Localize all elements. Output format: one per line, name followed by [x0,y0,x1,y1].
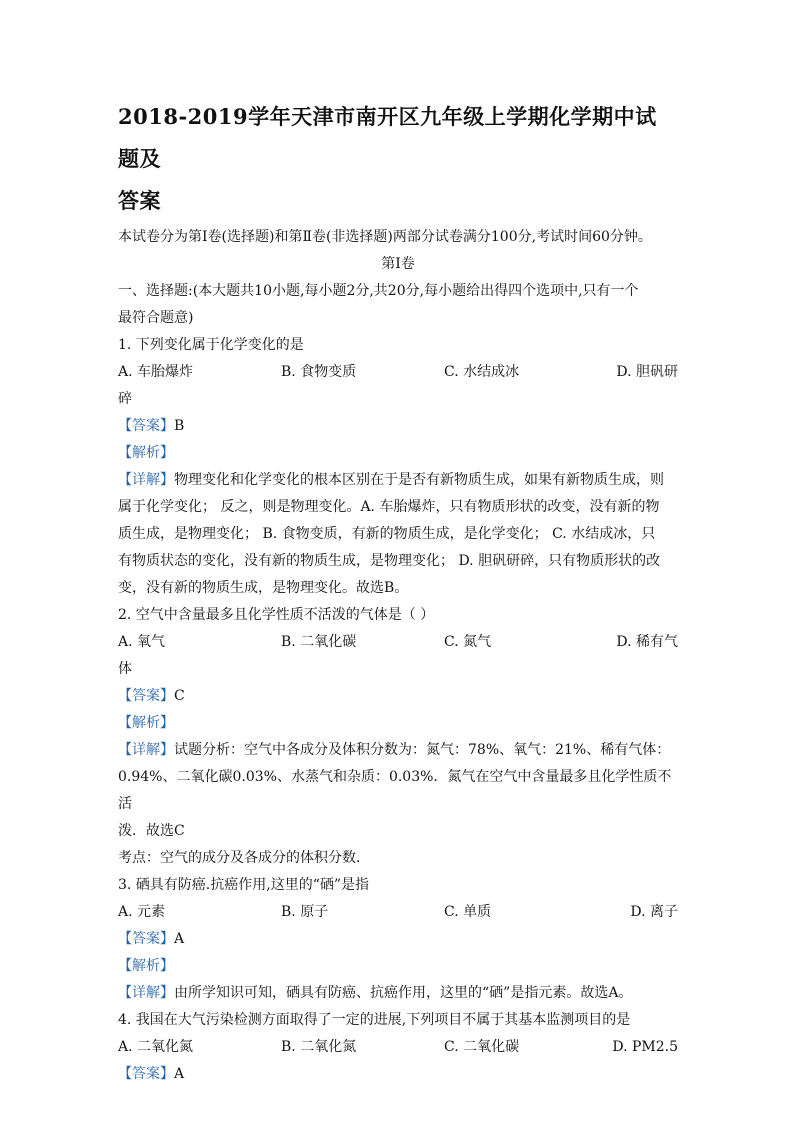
analysis-line [118,953,678,980]
option-c: C. 氮气 [444,634,492,650]
section-heading-line-2: 最符合题意) [118,310,194,326]
option-c: C. 水结成冰 [444,364,520,380]
detail-tag: 【详解】 [118,985,174,1001]
option-b: B. 二氧化碳 [281,634,357,650]
answer-line [118,926,678,953]
detail-text: 泼．故选C [118,823,185,839]
option-d: D. 胆矾研 [616,364,678,380]
question-stem: 4. 我国在大气污染检测方面取得了一定的进展,下列项目不属于其基本监测项目的是 [118,1012,631,1028]
option-row [118,899,678,926]
detail-tag: 【详解】 [118,742,174,758]
question-4 [118,1007,678,1088]
option-a: A. 车胎爆炸 [118,364,194,380]
answer-tag: 【答案】 [118,688,174,704]
question-stem: 1. 下列变化属于化学变化的是 [118,337,304,353]
detail-text: 质生成，是物理变化； B. 食物变质，有新的物质生成，是化学变化； C. 水结成冰，只 [118,526,656,542]
option-a: A. 二氧化氮 [118,1039,194,1055]
detail-text: 由所学知识可知，硒具有防癌、抗癌作用，这里的“硒”是指元素。故选A。 [174,985,633,1001]
analysis-tag: 【解析】 [118,715,174,731]
exam-point: 考点：空气的成分及各成分的体积分数． [118,850,370,866]
detail-line [118,467,678,494]
detail-tag: 【详解】 [118,472,174,488]
question-stem: 2. 空气中含量最多且化学性质不活泼的气体是（ ） [118,607,435,623]
title-line-1: 2018-2019学年天津市南开区九年级上学期化学期中试题及 [118,104,657,171]
question-2 [118,602,678,872]
detail-line [118,980,678,1007]
option-b: B. 原子 [281,904,329,920]
detail-text: 变，没有新的物质生成，是物理变化。故选B。 [118,580,409,596]
option-wrap: 体 [118,661,132,677]
option-b: B. 二氧化氮 [281,1039,357,1055]
option-d: D. PM2.5 [612,1039,678,1055]
question-stem: 3. 硒具有防癌.抗癌作用,这里的“硒”是指 [118,877,370,893]
analysis-tag: 【解析】 [118,445,174,461]
answer-line [118,1061,678,1088]
document-page [118,96,678,1088]
detail-text: 0.94%、二氧化碳0.03%、水蒸气和杂质：0.03%．氮气在空气中含量最多且化学性质不活 [118,769,672,812]
answer-value: A [174,931,185,947]
option-row [118,629,678,656]
answer-tag: 【答案】 [118,931,174,947]
option-wrap: 碎 [118,391,132,407]
detail-text: 物理变化和化学变化的根本区别在于是否有新物质生成，如果有新物质生成，则 [174,472,664,488]
analysis-line [118,440,678,467]
option-row [118,359,678,386]
intro-text: 本试卷分为第Ⅰ卷(选择题)和第Ⅱ卷(非选择题)两部分试卷满分100分,考试时间60分钟。 [118,229,652,245]
section-heading-line-1: 一、选择题:(本大题共10小题,每小题2分,共20分,每小题给出得四个选项中,只有一个 [118,283,639,299]
answer-value: B [174,418,185,434]
detail-text: 试题分析：空气中各成分及体积分数为：氮气：78%、氧气：21%、稀有气体： [174,742,671,758]
detail-text: 有物质状态的变化，没有新的物质生成，是物理变化； D. 胆矾研碎，只有物质形状的改 [118,553,661,569]
option-d: D. 离子 [630,904,678,920]
option-b: B. 食物变质 [281,364,357,380]
answer-value: C [174,688,185,704]
analysis-tag: 【解析】 [118,958,174,974]
question-1 [118,332,678,602]
option-a: A. 元素 [118,904,166,920]
option-c: C. 二氧化碳 [444,1039,520,1055]
option-a: A. 氧气 [118,634,166,650]
title-line-2: 答案 [118,188,161,213]
option-d: D. 稀有气 [616,634,678,650]
analysis-line [118,710,678,737]
question-3 [118,872,678,1007]
option-row [118,1034,678,1061]
answer-tag: 【答案】 [118,1066,174,1082]
detail-text: 属于化学变化； 反之，则是物理变化。A. 车胎爆炸，只有物质形状的改变，没有新的物 [118,499,660,515]
part-label: 第Ⅰ卷 [381,256,415,272]
detail-line [118,737,678,764]
answer-line [118,413,678,440]
document-title [118,96,678,222]
option-c: C. 单质 [444,904,492,920]
answer-tag: 【答案】 [118,418,174,434]
answer-value: A [174,1066,185,1082]
answer-line [118,683,678,710]
